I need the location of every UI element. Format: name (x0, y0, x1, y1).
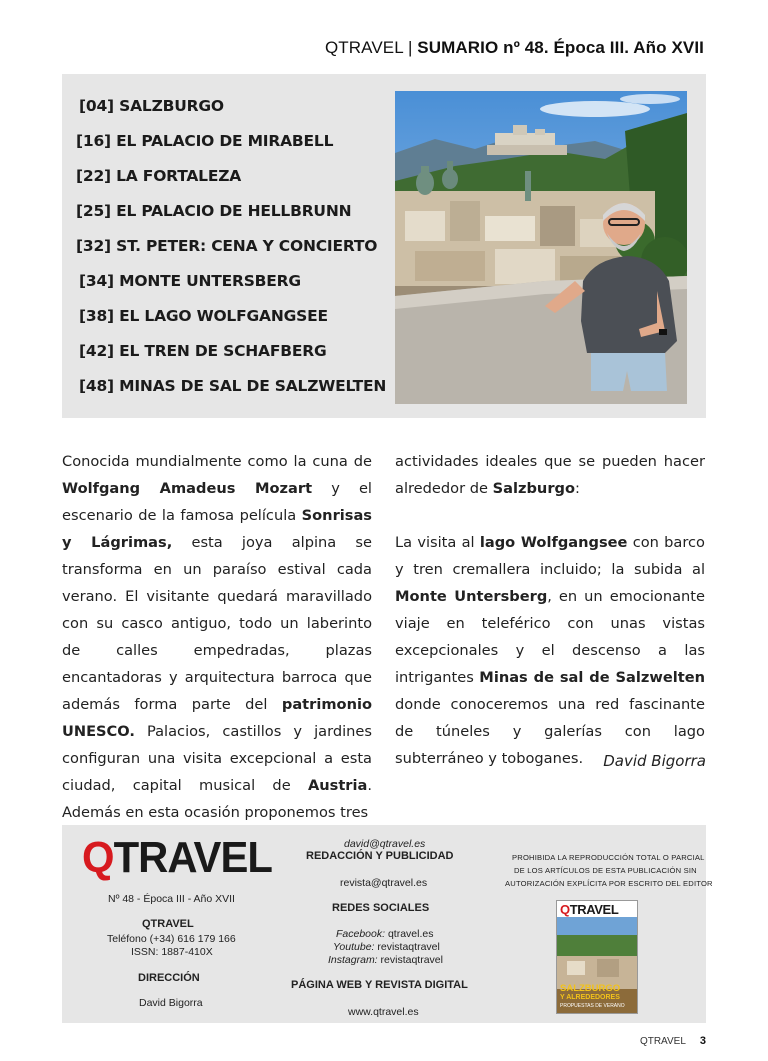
qtravel-logo (82, 833, 272, 882)
toc-item[interactable]: [34] MONTE UNTERSBERG (79, 272, 301, 290)
toc-item[interactable]: [42] EL TREN DE SCHAFBERG (79, 342, 327, 360)
film-highlight: Sonrisas y Lágrimas, (62, 507, 372, 551)
facebook-value: qtravel.es (385, 928, 434, 940)
mountain-highlight: Monte Untersberg (395, 588, 548, 605)
editorial-label: REDACCIÓN Y PUBLICIDAD (306, 850, 454, 862)
text-run: . Además en esta ocasión proponemos tres (62, 777, 372, 821)
contact-email[interactable]: david@qtravel.es (344, 838, 426, 850)
text-run: , en un emocionante viaje en teleférico con unas vistas excepcionales y el descenso a las intrigantes (395, 588, 705, 686)
cover-subtitle: Y ALREDEDORES (560, 994, 620, 1001)
table-of-contents (62, 74, 392, 418)
salt-mines-highlight: Minas de sal de Salzwelten (479, 669, 706, 686)
direction-label: DIRECCIÓN (138, 972, 200, 984)
lake-highlight: lago Wolfgangsee (479, 534, 628, 551)
company-name: QTRAVEL (142, 918, 194, 930)
text-run: esta joya alpina se transforma en un paraíso estival cada verano. El visitante quedará maravillado con su casco antiguo, todo un laberinto de calles empedradas, plazas encantadoras y arquitectura barroca que además forma parte del (62, 534, 372, 713)
page-footer (640, 1035, 706, 1047)
toc-item[interactable]: [16] EL PALACIO DE MIRABELL (76, 132, 334, 150)
legal-notice-3: AUTORIZACIÓN EXPLÍCITA POR ESCRITO DEL EDITOR (505, 879, 713, 888)
magazine-cover-thumbnail[interactable] (556, 900, 638, 1014)
text-run: La visita al (395, 534, 480, 551)
mozart-highlight: Wolfgang Amadeus Mozart (62, 480, 313, 497)
cover-title: SALZBURGO (560, 983, 621, 994)
logo-q: Q (82, 833, 114, 882)
toc-item[interactable]: [48] MINAS DE SAL DE SALZWELTEN (79, 377, 387, 395)
activities-paragraph (395, 529, 705, 772)
header-brand: QTRAVEL | (324, 38, 418, 57)
salzburgo-highlight: Salzburgo (492, 480, 575, 497)
page-number: 3 (699, 1035, 706, 1047)
toc-item[interactable]: [32] ST. PETER: CENA Y CONCIERTO (76, 237, 378, 255)
director-name: David Bigorra (139, 997, 203, 1009)
cover-tagline: PROPUESTAS DE VERANO (560, 1003, 625, 1009)
austria-highlight: Austria (307, 777, 368, 794)
facebook-line[interactable] (336, 928, 433, 940)
social-label: REDES SOCIALES (332, 902, 430, 914)
unesco-highlight: patrimonio UNESCO. (62, 696, 372, 740)
text-run: donde conoceremos una red fascinante de túneles y galerías con lago subterráneo y toboganes. (395, 696, 705, 767)
facebook-label: Facebook: (336, 928, 386, 940)
youtube-label: Youtube: (333, 941, 375, 953)
author-signature: David Bigorra (603, 752, 706, 770)
article-column-left (62, 448, 372, 826)
text-run: : (575, 480, 580, 497)
text-run: con barco y tren cremallera incluido; la subida al (395, 534, 705, 578)
website-link[interactable]: www.qtravel.es (348, 1006, 419, 1018)
author-salzburg-photo (395, 91, 687, 404)
youtube-value: revistaqtravel (374, 941, 440, 953)
cover-logo (560, 902, 618, 917)
issn: ISSN: 1887-410X (131, 946, 213, 958)
phone: Teléfono (+34) 616 179 166 (107, 933, 236, 945)
issue-line: Nº 48 - Época III - Año XVII (108, 893, 235, 905)
web-label: PÁGINA WEB Y REVISTA DIGITAL (291, 979, 468, 991)
text-run: actividades ideales que se pueden hacer alrededor de (395, 453, 705, 497)
credits-panel (62, 825, 713, 1023)
instagram-line[interactable] (328, 954, 443, 966)
text-run: Palacios, castillos y jardines configuran una visita excepcional a esta ciudad, capital musical de (62, 723, 372, 794)
cover-logo-q: Q (560, 902, 570, 917)
toc-item[interactable]: [25] EL PALACIO DE HELLBRUNN (76, 202, 352, 220)
text-run: y el escenario de la famosa película (62, 480, 372, 524)
magazine-header (325, 38, 704, 58)
instagram-label: Instagram: (328, 954, 378, 966)
legal-notice-2: DE LOS ARTÍCULOS DE ESTA PUBLICACIÓN SIN (514, 866, 697, 875)
toc-item[interactable]: [22] LA FORTALEZA (76, 167, 242, 185)
intro-paragraph (62, 448, 372, 826)
legal-notice-1: PROHIBIDA LA REPRODUCCIÓN TOTAL O PARCIAL (512, 853, 705, 862)
page-brand: QTRAVEL (639, 1036, 686, 1047)
editorial-email[interactable]: revista@qtravel.es (340, 877, 428, 889)
youtube-line[interactable] (333, 941, 440, 953)
contents-panel (62, 74, 706, 418)
article-column-right (395, 448, 705, 772)
instagram-value: revistaqtravel (377, 954, 443, 966)
logo-text: TRAVEL (113, 833, 272, 882)
cover-logo-text: TRAVEL (569, 902, 619, 917)
text-run: Conocida mundialmente como la cuna de (62, 453, 372, 470)
activities-intro (395, 448, 705, 502)
header-issue: SUMARIO nº 48. Época III. Año XVII (417, 38, 704, 57)
toc-item[interactable]: [38] EL LAGO WOLFGANGSEE (79, 307, 328, 325)
toc-item[interactable]: [04] SALZBURGO (79, 97, 224, 115)
